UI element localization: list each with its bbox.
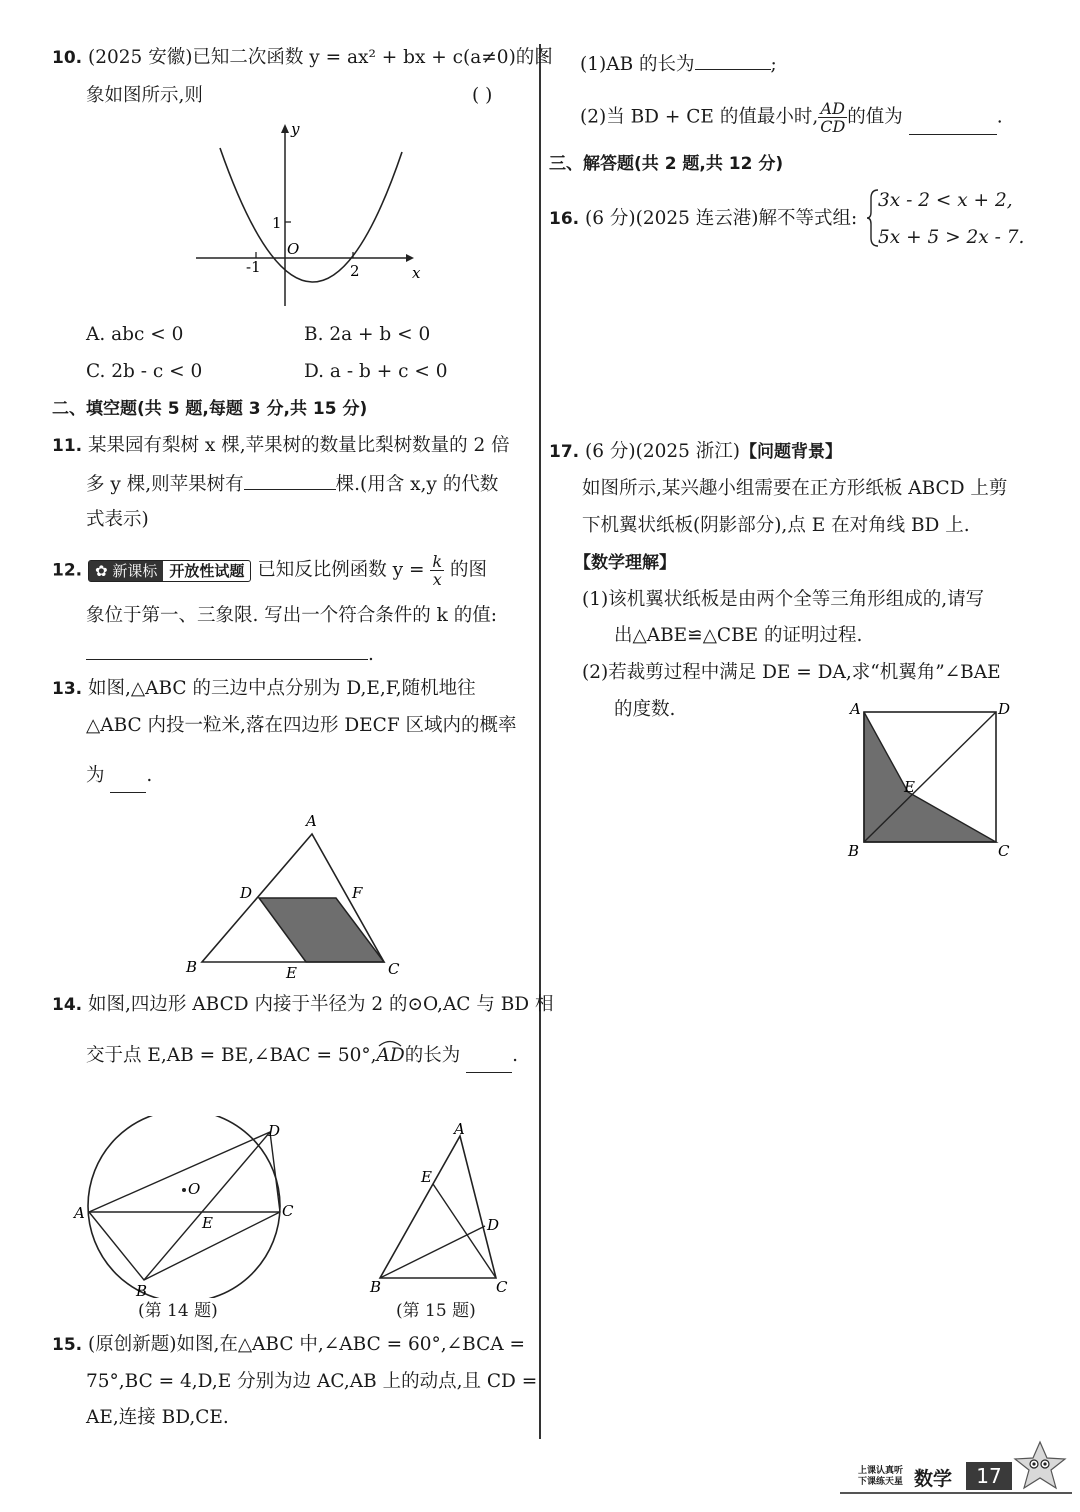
q12-number: 12. [52, 560, 83, 581]
q15-fraction [818, 100, 847, 135]
q15-part1-end: ; [770, 54, 777, 75]
q10-x-arrow [406, 254, 414, 262]
q17-part1-line2: 出△ABE≌△CBE 的证明过程. [614, 625, 863, 646]
q13-answer-blank[interactable] [110, 774, 146, 793]
q10-option-a: A. abc < 0 [86, 324, 184, 345]
q14-line1 [52, 993, 554, 1017]
q17-label-c: C [998, 842, 1010, 860]
q16-inequality-1: 3x - 2 < x + 2, [878, 190, 1013, 211]
q17-number: 17. [549, 442, 580, 462]
footer-subject: 数学 [914, 1468, 953, 1490]
q10-line1 [52, 46, 553, 70]
section2-title: 二、填空题(共 5 题,每题 3 分,共 15 分) [52, 399, 368, 419]
q15-segment-bd [380, 1226, 485, 1278]
q12-frac-numerator: k [432, 552, 443, 571]
q10-option-d: D. a - b + c < 0 [304, 361, 448, 382]
q15-line1 [52, 1333, 525, 1357]
q11-text-2b: 棵.(用含 x,y 的代数 [335, 474, 499, 495]
q17-label-e: E [904, 778, 915, 796]
q13-line2: △ABC 内投一粒米,落在四边形 DECF 区域内的概率 [86, 715, 517, 736]
q14-arc-ad: AD [377, 1045, 405, 1066]
star-mascot-icon [1012, 1440, 1068, 1494]
q15-label-c: C [496, 1278, 508, 1294]
q16-line [549, 207, 857, 231]
q16-inequality-2: 5x + 5 > 2x - 7. [878, 227, 1025, 248]
q14-label-e: E [202, 1214, 213, 1232]
q16-text: (6 分)(2025 连云港)解不等式组: [585, 208, 858, 229]
page-footer [840, 1462, 1080, 1498]
q14-text-2b: 的长为 [404, 1045, 461, 1066]
footer-slogan-2: 下课练天星 [858, 1477, 904, 1487]
q11-text-1: 某果园有梨树 x 棵,苹果树的数量比梨树数量的 2 倍 [88, 435, 510, 456]
q12-text-1b: 的图 [449, 559, 487, 581]
q14-line2 [86, 1042, 518, 1068]
footer-slogan-1: 上课认真听 [858, 1466, 904, 1476]
q15-part1 [580, 51, 777, 77]
q15-frac-numerator: AD [818, 100, 847, 118]
q10-y-arrow [281, 124, 289, 133]
footer-rule [840, 1492, 1072, 1494]
q15-triangle-figure [366, 1118, 516, 1294]
q15-caption: (第 15 题) [396, 1301, 476, 1321]
q15-text-1: (原创新题)如图,在△ABC 中,∠ABC = 60°,∠BCA = [88, 1334, 525, 1355]
q12-tag-open: 开放性试题 [169, 561, 245, 580]
q13-text-1: 如图,△ABC 的三边中点分别为 D,E,F,随机地往 [88, 678, 476, 699]
q11-text-2a: 多 y 棵,则苹果树有 [86, 474, 244, 495]
q17-label-a: A [850, 700, 861, 718]
q10-neg1-label: -1 [246, 258, 261, 276]
q17-square-figure [844, 696, 1020, 864]
q17-math-title: 【数学理解】 [574, 553, 676, 573]
q12-line3 [86, 641, 374, 667]
section3-title: 三、解答题(共 2 题,共 12 分) [549, 154, 784, 174]
q10-one-label: 1 [272, 214, 282, 232]
q14-arc-symbol [377, 1039, 403, 1047]
q14-text-2a: 交于点 E,AB = BE,∠BAC = 50°, [86, 1045, 377, 1066]
footer-slogan [858, 1466, 903, 1488]
q10-text-1: (2025 安徽)已知二次函数 y = ax² + bx + c(a≠0)的图 [88, 47, 553, 68]
page-number: 17 [966, 1462, 1012, 1490]
q14-text-1: 如图,四边形 ABCD 内接于半径为 2 的⊙O,AC 与 BD 相 [88, 994, 554, 1015]
q11-line2 [86, 471, 498, 497]
q13-label-a: A [306, 812, 317, 830]
q17-background-title: 【问题背景】 [740, 442, 842, 462]
q17-label-d: D [998, 700, 1011, 718]
q14-label-a: A [74, 1204, 85, 1222]
q15-label-e: E [421, 1168, 432, 1186]
q12-text-1a: 已知反比例函数 y = [257, 559, 425, 581]
q14-number: 14. [52, 995, 83, 1015]
q13-line3 [86, 762, 152, 788]
q14-center-dot [182, 1188, 186, 1192]
q15-label-b: B [370, 1278, 382, 1294]
q14-label-b: B [136, 1282, 148, 1298]
q14-end: . [512, 1045, 519, 1066]
q17-part2-line2: 的度数. [614, 699, 676, 720]
q15-frac-denominator: CD [820, 117, 846, 136]
q10-origin-label: O [287, 240, 300, 258]
q12-tag-curriculum: ✿ 新课标 [89, 561, 163, 581]
q15-number: 15. [52, 1335, 83, 1355]
q13-label-e: E [286, 964, 297, 982]
q10-x-label: x [412, 264, 421, 282]
q13-triangle-figure [180, 810, 410, 986]
q14-label-c: C [282, 1202, 294, 1220]
q15-triangle-abc [380, 1136, 496, 1278]
q11-number: 11. [52, 436, 83, 456]
q15-label-d: D [487, 1216, 500, 1234]
q15-line2: 75°,BC = 4,D,E 分别为边 AC,AB 上的动点,且 CD = [86, 1371, 538, 1392]
q15-part2-text-b: 的值为 [847, 106, 903, 128]
q13-line1 [52, 677, 476, 701]
q10-option-c: C. 2b - c < 0 [86, 361, 203, 382]
q17-line1: 如图所示,某兴趣小组需要在正方形纸板 ABCD 上剪 [582, 478, 1008, 499]
q12-tag [88, 560, 251, 582]
q15-part1-text: (1)AB 的长为 [580, 54, 695, 75]
q17-line-head [549, 440, 842, 464]
q12-line1 [52, 553, 487, 588]
q15-part1-blank[interactable] [695, 51, 771, 70]
q10-y-label: y [291, 120, 300, 138]
q13-label-d: D [240, 884, 253, 902]
q17-label-b: B [848, 842, 860, 860]
q14-circle-o [88, 1116, 280, 1298]
q11-line1 [52, 434, 510, 458]
q10-parabola-graph [190, 118, 430, 314]
q10-number: 10. [52, 48, 83, 68]
q17-part2-line1: (2)若裁剪过程中满足 DE = DA,求“机翼角”∠BAE [582, 662, 1001, 683]
q13-label-c: C [388, 960, 400, 978]
q11-answer-blank[interactable] [244, 471, 336, 490]
q17-head: (6 分)(2025 浙江) [585, 441, 740, 462]
q12-frac-denominator: x [432, 570, 442, 589]
q17-part1-line1: (1)该机翼状纸板是由两个全等三角形组成的,请写 [582, 589, 985, 610]
column-divider [539, 44, 541, 1439]
q10-option-b: B. 2a + b < 0 [304, 324, 431, 345]
q14-caption: (第 14 题) [138, 1301, 218, 1321]
q12-end: . [368, 644, 374, 665]
q15-part2 [580, 100, 1003, 135]
q15-part2-end: . [996, 106, 1003, 128]
q17-line2: 下机翼状纸板(阴影部分),点 E 在对角线 BD 上. [582, 515, 970, 536]
q16-number: 16. [549, 209, 580, 229]
q10-answer-paren: ( ) [472, 85, 493, 106]
q12-answer-blank[interactable] [86, 641, 368, 660]
q15-part2-blank[interactable] [909, 116, 997, 135]
q13-label-f: F [352, 884, 363, 902]
q13-label-b: B [186, 958, 198, 976]
q12-fraction [430, 553, 444, 588]
q10-line2: 象如图所示,则 [86, 85, 203, 106]
q14-answer-blank[interactable] [466, 1054, 512, 1073]
q13-text-3: 为 [86, 765, 105, 786]
q12-line2: 象位于第一、三象限. 写出一个符合条件的 k 的值: [86, 605, 497, 626]
q14-diagonal-bd [144, 1132, 270, 1280]
q14-label-o: O [188, 1180, 201, 1198]
q13-number: 13. [52, 679, 83, 699]
q15-line3: AE,连接 BD,CE. [86, 1407, 229, 1428]
q14-circle-figure [72, 1116, 302, 1298]
q13-end: . [146, 765, 153, 786]
q10-two-label: 2 [350, 262, 360, 280]
q15-label-a: A [454, 1120, 465, 1138]
q11-line3: 式表示) [86, 509, 149, 530]
q15-part2-text-a: (2)当 BD + CE 的值最小时, [580, 106, 819, 128]
q14-label-d: D [268, 1122, 281, 1140]
